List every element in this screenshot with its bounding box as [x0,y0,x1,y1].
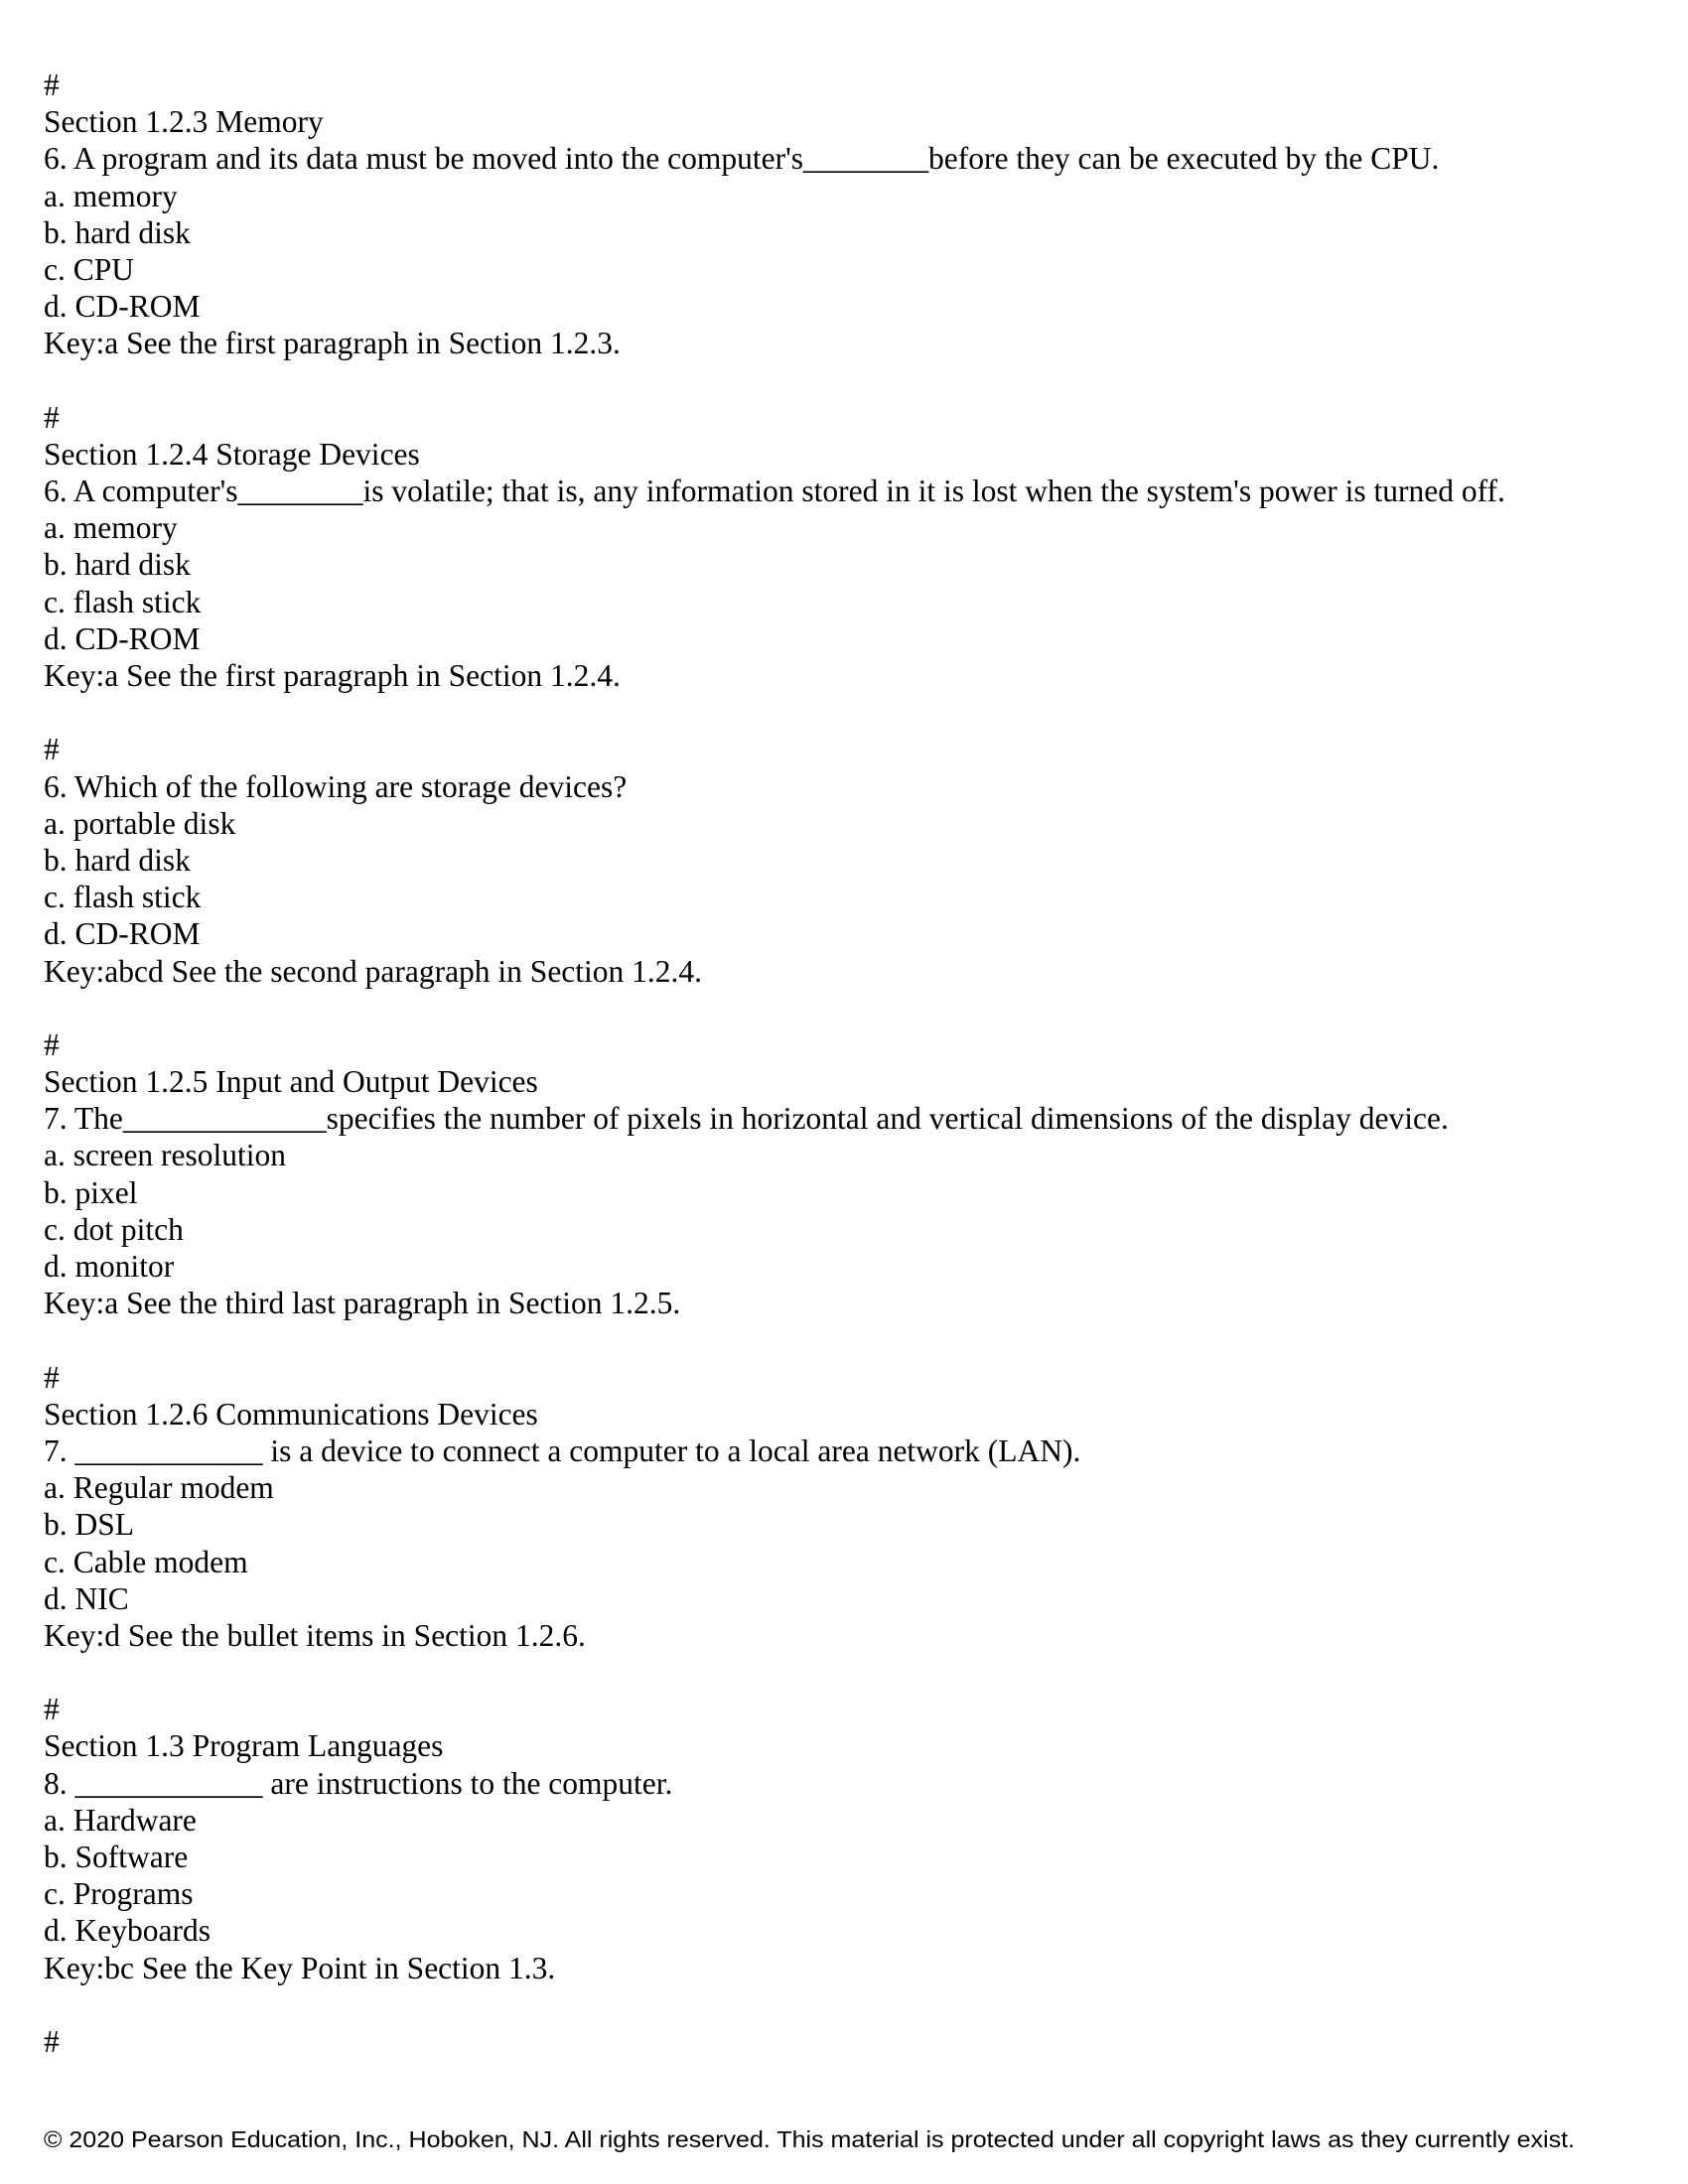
answer-option: a. Regular modem [44,1470,274,1506]
block-marker: # [44,1692,60,1727]
answer-option: d. Keyboards [44,1913,211,1949]
answer-option: c. Cable modem [44,1544,248,1579]
answer-option: b. hard disk [44,842,191,878]
answer-option: c. flash stick [44,584,202,619]
answer-option: b. DSL [44,1507,135,1543]
block-marker: # [44,1359,60,1395]
answer-option: d. monitor [44,1249,175,1284]
answer-option: d. NIC [44,1580,129,1616]
answer-key: Key:abcd See the second paragraph in Section 1.2.4. [44,953,703,989]
section-heading: Section 1.2.5 Input and Output Devices [44,1064,538,1100]
answer-option: c. dot pitch [44,1211,184,1247]
answer-option: a. Hardware [44,1802,197,1838]
answer-option: d. CD-ROM [44,289,201,325]
section-heading: Section 1.2.4 Storage Devices [44,436,420,472]
answer-key: Key:a See the first paragraph in Section 1.2.4. [44,658,621,693]
answer-option: a. memory [44,178,178,213]
answer-option: b. Software [44,1840,189,1874]
copyright-footer: © 2020 Pearson Education, Inc., Hoboken, NJ. All rights reserved. This material is protected under all copyright laws as they currently exist. [44,2126,1575,2152]
answer-option: b. hard disk [44,547,191,583]
answer-key: Key:a See the first paragraph in Section 1.2.3. [44,326,621,361]
question-text: 6. A computer's________is volatile; that is, any information stored in it is lost when the system's power is turned off. [44,474,1505,509]
spacer [44,1986,1505,2023]
block-marker: # [44,732,60,767]
answer-option: d. CD-ROM [44,916,201,952]
section-heading: Section 1.3 Program Languages [44,1728,444,1764]
answer-option: a. screen resolution [44,1138,287,1173]
block-marker: # [44,399,60,435]
question-text: 6. A program and its data must be moved into the computer's________before they can be executed by the CPU. [44,141,1440,177]
block-marker: # [44,2023,60,2059]
answer-key: Key:a See the third last paragraph in Section 1.2.5. [44,1286,681,1321]
answer-option: b. pixel [44,1174,138,1210]
section-heading: Section 1.2.6 Communications Devices [44,1396,538,1432]
answer-option: a. portable disk [44,805,236,841]
answer-option: a. memory [44,510,178,546]
answer-option: c. flash stick [44,880,202,915]
spacer [44,990,1505,1026]
spacer [44,694,1505,731]
answer-key: Key:d See the bullet items in Section 1.2.6. [44,1617,586,1653]
spacer [44,362,1505,399]
question-text: 7. The_____________specifies the number of pixels in horizontal and vertical dimensions of the display device. [44,1101,1449,1137]
answer-option: d. CD-ROM [44,620,201,656]
block-marker: # [44,1026,60,1062]
section-heading: Section 1.2.3 Memory [44,104,324,140]
spacer [44,1654,1505,1691]
question-text: 6. Which of the following are storage devices? [44,768,628,804]
question-text: 7. ____________ is a device to connect a computer to a local area network (LAN). [44,1433,1081,1468]
question-text: 8. ____________ are instructions to the computer. [44,1765,673,1801]
answer-option: c. Programs [44,1876,194,1912]
document-body [44,67,1505,2060]
answer-option: b. hard disk [44,214,191,250]
block-marker: # [44,68,60,102]
answer-key: Key:bc See the Key Point in Section 1.3. [44,1950,556,1985]
answer-option: c. CPU [44,251,135,287]
spacer [44,1321,1505,1358]
